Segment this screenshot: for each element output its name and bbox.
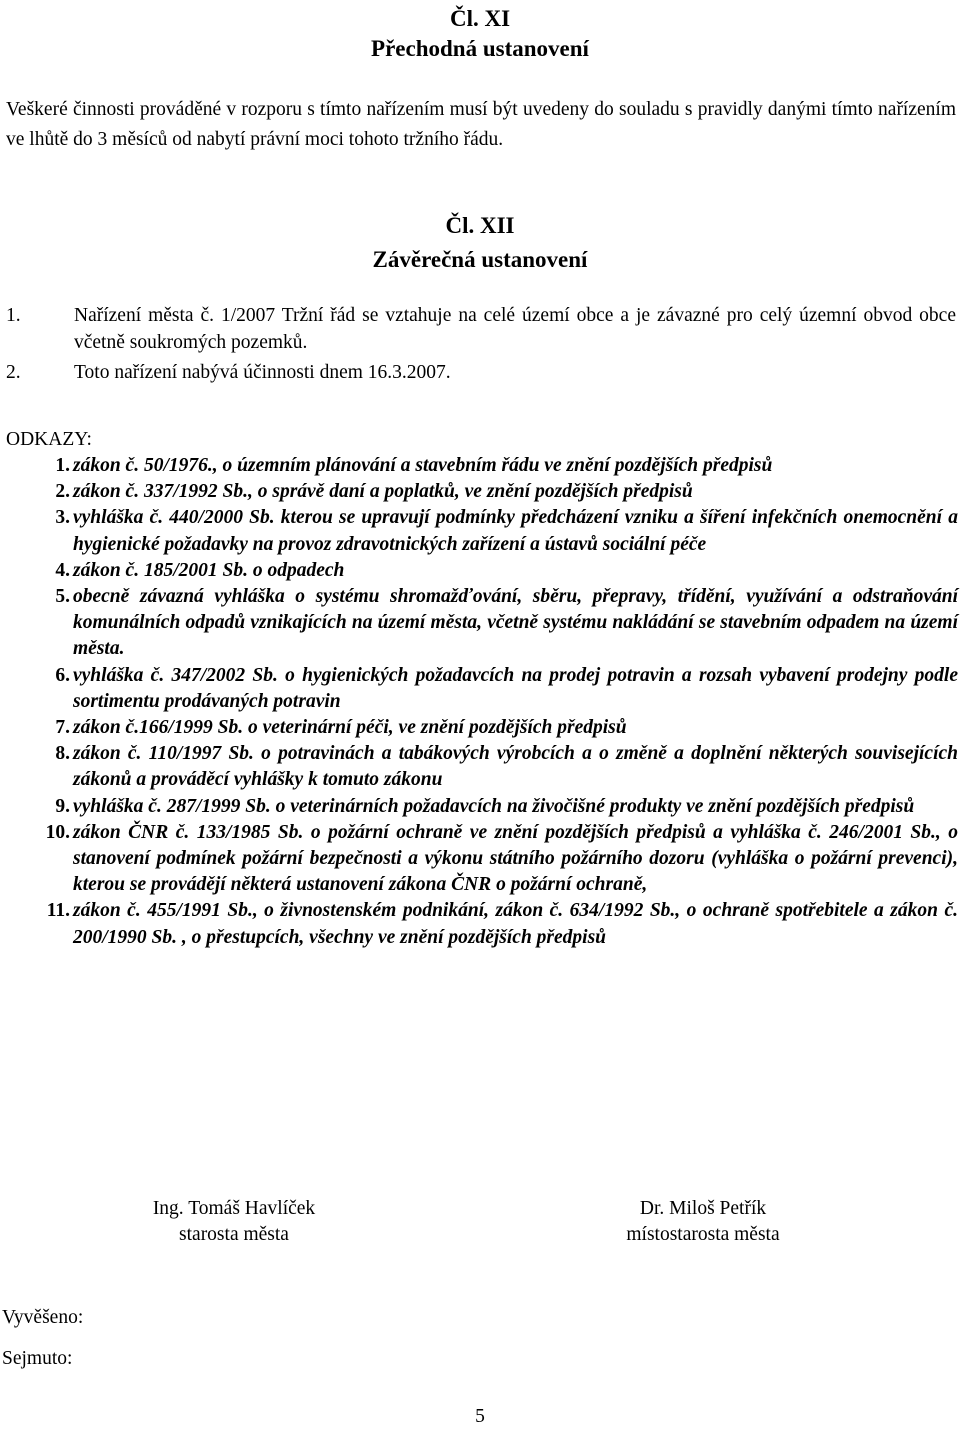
reference-number: 3. bbox=[55, 507, 70, 529]
reference-item bbox=[40, 663, 958, 715]
section-11-number: Čl. XI bbox=[449, 6, 511, 31]
reference-text: vyhláška č. 440/2000 Sb. kterou se upravují podmínky předcházení vzniku a šíření infekčních onemocnění a hygienické požadavky na provoz zdravotnických zařízení a ústavů sociální péče bbox=[73, 507, 958, 555]
reference-text: zákon č. 337/1992 Sb., o správě daní a poplatků, ve znění pozdějších předpisů bbox=[73, 481, 693, 503]
signature-block-mayor bbox=[104, 1196, 364, 1248]
reference-item bbox=[40, 820, 958, 899]
reference-number: 4. bbox=[55, 559, 70, 581]
reference-item bbox=[40, 741, 958, 793]
reference-text: zákon č. 455/1991 Sb., o živnostenském podnikání, zákon č. 634/1992 Sb., o ochraně spotřebitele a zákon č. 200/1990 Sb. , o přestupcích, všechny ve znění pozdějších předpisů bbox=[73, 900, 958, 948]
signatory-role: starosta města bbox=[179, 1224, 289, 1245]
reference-text: obecně závazná vyhláška o systému shromažďování, sběru, přepravy, třídění, využívání a odstraňování komunálních odpadů vznikajících na území města, včetně systému nakládání se stavebním odpadem na území města. bbox=[73, 586, 958, 660]
signature-block-deputy-mayor bbox=[573, 1196, 833, 1248]
posted-label: Vyvěšeno: bbox=[2, 1307, 84, 1328]
reference-text: vyhláška č. 287/1999 Sb. o veterinárních požadavcích na živočišné produkty ve znění pozdějších předpisů bbox=[73, 795, 915, 817]
signatory-name: Ing. Tomáš Havlíček bbox=[152, 1198, 316, 1219]
reference-item bbox=[40, 715, 958, 741]
reference-item bbox=[40, 794, 958, 820]
references-title: ODKAZY: bbox=[6, 429, 92, 450]
list-item-number: 1. bbox=[6, 305, 21, 326]
reference-number: 2. bbox=[55, 481, 70, 503]
reference-item bbox=[40, 898, 958, 950]
reference-number: 11. bbox=[46, 900, 70, 922]
reference-item bbox=[40, 453, 958, 479]
reference-text: vyhláška č. 347/2002 Sb. o hygienických požadavcích na prodej potravin a rozsah vybavení prodejny podle sortimentu prodávaných potravin bbox=[73, 664, 958, 712]
reference-number: 6. bbox=[55, 664, 70, 686]
list-item-number: 2. bbox=[6, 362, 21, 383]
reference-text: zákon č. 185/2001 Sb. o odpadech bbox=[73, 559, 345, 581]
signatory-name: Dr. Miloš Petřík bbox=[639, 1198, 767, 1219]
page-number: 5 bbox=[475, 1406, 485, 1427]
reference-number: 8. bbox=[55, 743, 70, 765]
reference-number: 9. bbox=[55, 795, 70, 817]
reference-item bbox=[40, 479, 958, 505]
removed-label: Sejmuto: bbox=[2, 1348, 73, 1369]
reference-number: 10. bbox=[45, 821, 70, 843]
reference-number: 1. bbox=[55, 455, 70, 476]
section-11-paragraph: Veškeré činnosti prováděné v rozporu s tímto nařízením musí být uvedeny do souladu s pravidly danými tímto nařízením ve lhůtě do 3 měsíců od nabytí právní moci tohoto tržního řádu. bbox=[6, 99, 956, 150]
signatory-role: místostarosta města bbox=[626, 1224, 780, 1245]
list-item bbox=[6, 359, 956, 386]
section-12-number: Čl. XII bbox=[445, 213, 515, 238]
list-item-text: Nařízení města č. 1/2007 Tržní řád se vztahuje na celé území obce a je závazné pro celý územní obvod obce včetně soukromých pozemků. bbox=[74, 305, 956, 353]
references-list bbox=[40, 453, 958, 951]
list-item-text: Toto nařízení nabývá účinnosti dnem 16.3.2007. bbox=[74, 362, 451, 383]
reference-text: zákon č. 50/1976., o územním plánování a stavebním řádu ve znění pozdějších předpisů bbox=[73, 455, 773, 476]
section-11-title: Přechodná ustanovení bbox=[371, 36, 589, 61]
reference-item bbox=[40, 584, 958, 663]
section-12-list bbox=[6, 302, 956, 386]
reference-number: 5. bbox=[55, 586, 70, 608]
section-12-title: Závěrečná ustanovení bbox=[372, 247, 588, 272]
reference-item bbox=[40, 505, 958, 557]
list-item bbox=[6, 302, 956, 356]
reference-item bbox=[40, 558, 958, 584]
reference-text: zákon ČNR č. 133/1985 Sb. o požární ochraně ve znění pozdějších předpisů a vyhláška č. 246/2001 Sb., o stanovení podmínek požární bezpečnosti a výkonu státního požárního dozoru (vyhláška o požární prevenci), kterou se provádějí některá ustanovení zákona ČNR o požární ochraně, bbox=[73, 821, 958, 896]
reference-number: 7. bbox=[55, 717, 70, 739]
reference-text: zákon č. 110/1997 Sb. o potravinách a tabákových výrobcích a o změně a doplnění některých souvisejících zákonů a prováděcí vyhlášky k tomuto zákonu bbox=[73, 743, 958, 791]
reference-text: zákon č.166/1999 Sb. o veterinární péči, ve znění pozdějších předpisů bbox=[73, 717, 627, 739]
